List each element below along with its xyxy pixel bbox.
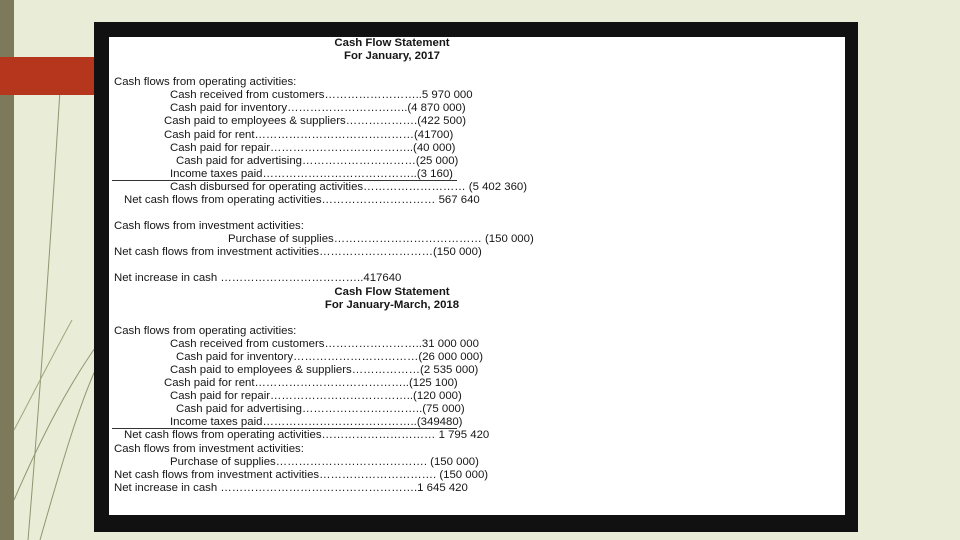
line-item: Cash paid for advertising…………………………..(75 000): [176, 403, 465, 416]
line-item-text: Income taxes paid…………………………………..(3 160): [170, 167, 453, 180]
line-item: Cash paid for repair………………………………..(120 000): [170, 390, 462, 403]
net-operating: Net cash flows from operating activities………………………… 567 640: [124, 194, 480, 207]
net-investment: Net cash flows from investment activities…………………………. (150 000): [114, 468, 489, 481]
investment-item: Purchase of supplies………………………………… (150 000): [228, 233, 534, 246]
line-item: Cash paid for rent…………………………………..(125 100): [164, 377, 458, 390]
investment-heading: Cash flows from investment activities:: [114, 442, 304, 455]
operating-heading: Cash flows from operating activities:: [114, 324, 297, 337]
line-item-text: Income taxes paid…………………………………..(349480): [170, 416, 463, 429]
disbursed-total: Cash disbursed for operating activities……………………… (5 402 360): [170, 180, 528, 193]
investment-heading: Cash flows from investment activities:: [114, 220, 304, 233]
investment-item: Purchase of supplies…………………………………. (150 000): [170, 455, 479, 468]
cash-flow-document: [112, 37, 762, 495]
line-item: Cash paid for advertising…………………………(25 000): [176, 154, 459, 167]
statement-period: For January-March, 2018: [324, 298, 460, 311]
statement-title: Cash Flow Statement: [334, 285, 450, 298]
line-item: Cash paid for rent……………………………………(41700): [164, 128, 454, 141]
line-item: Cash received from customers……………………..31 000 000: [170, 337, 479, 350]
net-increase: Net increase in cash ………………………………..417640: [114, 272, 402, 285]
statement-title: Cash Flow Statement: [334, 37, 450, 49]
line-item: Cash paid for inventory…………………………..(4 870 000): [170, 102, 466, 115]
net-increase: Net increase in cash …………………………………………….1 645 420: [114, 481, 468, 494]
statement-period: For January, 2017: [343, 50, 441, 63]
line-item: Cash received from customers……………………..5 970 000: [170, 89, 473, 102]
line-item: [112, 416, 762, 429]
net-investment: Net cash flows from investment activities…………………………(150 000): [114, 246, 482, 259]
operating-heading: Cash flows from operating activities:: [114, 76, 297, 89]
line-item: [112, 168, 762, 181]
line-item: Cash paid for inventory……………………………(26 000 000): [176, 350, 484, 363]
line-item: Cash paid to employees & suppliers………………(2 535 000): [170, 363, 479, 376]
line-item: Cash paid to employees & suppliers……………….(422 500): [164, 115, 466, 128]
net-operating: Net cash flows from operating activities………………………… 1 795 420: [124, 429, 490, 442]
line-item: Cash paid for repair………………………………..(40 000): [170, 141, 456, 154]
